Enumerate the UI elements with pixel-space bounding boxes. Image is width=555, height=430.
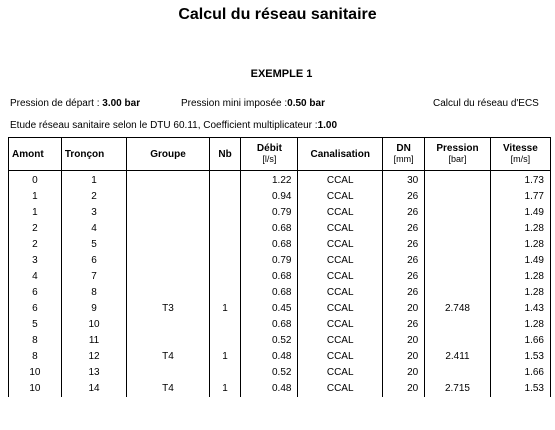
table-cell — [127, 205, 209, 221]
etude-line — [10, 120, 337, 131]
table-cell — [127, 171, 209, 190]
pression-depart-value: 3.00 bar — [102, 98, 141, 109]
table-cell: 6 — [61, 253, 127, 269]
table-cell — [127, 365, 209, 381]
table-cell — [425, 269, 491, 285]
table-cell: 1 — [9, 205, 62, 221]
table-cell — [127, 253, 209, 269]
table-cell: 2.411 — [425, 349, 491, 365]
table-cell — [127, 269, 209, 285]
table-cell: 0.94 — [241, 189, 298, 205]
column-header-d-bit — [241, 138, 298, 171]
table-cell: 1 — [209, 381, 241, 397]
page-title: Calcul du réseau sanitaire — [178, 6, 377, 23]
table-cell: 26 — [382, 269, 424, 285]
table-cell: CCAL — [298, 171, 383, 190]
table-row — [9, 333, 551, 349]
table-cell: 0.68 — [241, 237, 298, 253]
table-cell — [127, 333, 209, 349]
table-row — [9, 189, 551, 205]
table-cell: 13 — [61, 365, 127, 381]
table-cell: 1.28 — [490, 269, 550, 285]
table-cell: 30 — [382, 171, 424, 190]
table-cell: 4 — [61, 221, 127, 237]
table-cell: 1.73 — [490, 171, 550, 190]
table-cell: 1.66 — [490, 365, 550, 381]
table-cell: 2 — [9, 221, 62, 237]
column-header-label: Amont — [12, 148, 44, 160]
table-cell: 1.49 — [490, 205, 550, 221]
table-cell: 0.52 — [241, 365, 298, 381]
table-cell: CCAL — [298, 365, 383, 381]
table-cell: 5 — [61, 237, 127, 253]
table-cell: 3 — [61, 205, 127, 221]
pression-mini-value: 0.50 bar — [287, 98, 325, 109]
example-label: EXEMPLE 1 — [250, 68, 313, 80]
table-cell — [127, 237, 209, 253]
column-header-label: Débit — [256, 143, 282, 154]
table-cell: 1 — [9, 189, 62, 205]
table-cell: 1.28 — [490, 285, 550, 301]
table-row — [9, 301, 551, 317]
table-cell: 26 — [382, 317, 424, 333]
column-header-tron-on — [61, 138, 127, 171]
table-cell: T4 — [127, 349, 209, 365]
table-cell — [425, 365, 491, 381]
table-cell — [127, 317, 209, 333]
table-cell: CCAL — [298, 317, 383, 333]
table-row — [9, 221, 551, 237]
table-cell: 5 — [9, 317, 62, 333]
table-cell: CCAL — [298, 189, 383, 205]
table-cell — [127, 189, 209, 205]
table-cell: 1.66 — [490, 333, 550, 349]
table-cell — [127, 285, 209, 301]
table-cell: 1.53 — [490, 349, 550, 365]
table-cell: 0.68 — [241, 221, 298, 237]
column-header-amont — [9, 138, 62, 171]
column-header-pression — [425, 138, 491, 171]
table-cell: CCAL — [298, 285, 383, 301]
table-cell: 1.22 — [241, 171, 298, 190]
column-header-nb — [209, 138, 241, 171]
column-header-unit: [mm] — [393, 154, 414, 164]
column-header-groupe — [127, 138, 209, 171]
table-cell: 1.77 — [490, 189, 550, 205]
table-cell: CCAL — [298, 349, 383, 365]
table-cell: 1.43 — [490, 301, 550, 317]
table-cell: 1.53 — [490, 381, 550, 397]
table-cell: 12 — [61, 349, 127, 365]
table-cell — [209, 253, 241, 269]
table-cell — [209, 189, 241, 205]
results-table — [8, 137, 551, 397]
table-cell: 1 — [209, 349, 241, 365]
table-cell — [425, 317, 491, 333]
table-cell: 11 — [61, 333, 127, 349]
table-body — [9, 171, 551, 398]
table-cell: 10 — [9, 365, 62, 381]
column-header-canalisation — [298, 138, 383, 171]
table-cell — [425, 285, 491, 301]
column-header-label: Pression — [436, 143, 479, 154]
table-cell: 6 — [9, 301, 62, 317]
table-row — [9, 253, 551, 269]
table-cell: 0 — [9, 171, 62, 190]
column-header-vitesse — [490, 138, 550, 171]
coefficient-value: 1.00 — [317, 120, 338, 131]
table-cell: 20 — [382, 333, 424, 349]
table-cell: 0.68 — [241, 285, 298, 301]
column-header-label: Canalisation — [310, 148, 370, 160]
column-header-unit: [m/s] — [510, 154, 531, 164]
table-cell — [209, 285, 241, 301]
table-cell: 26 — [382, 189, 424, 205]
table-cell: 1 — [61, 171, 127, 190]
table-row — [9, 237, 551, 253]
table-cell: 0.45 — [241, 301, 298, 317]
table-cell: 20 — [382, 301, 424, 317]
table-cell — [127, 221, 209, 237]
table-cell: 1.28 — [490, 221, 550, 237]
table-cell — [209, 333, 241, 349]
table-cell: 1 — [209, 301, 241, 317]
table-cell: 1.49 — [490, 253, 550, 269]
pression-depart — [10, 98, 140, 109]
table-cell: 1.28 — [490, 237, 550, 253]
table-cell — [425, 205, 491, 221]
table-cell: 3 — [9, 253, 62, 269]
table-cell: CCAL — [298, 381, 383, 397]
table-row — [9, 285, 551, 301]
table-cell: T4 — [127, 381, 209, 397]
table-cell — [425, 333, 491, 349]
table-cell: 10 — [61, 317, 127, 333]
table-row — [9, 365, 551, 381]
table-cell — [209, 269, 241, 285]
table-cell: 6 — [9, 285, 62, 301]
table-row — [9, 381, 551, 397]
pression-mini — [181, 98, 325, 109]
table-cell: 0.68 — [241, 269, 298, 285]
table-cell: CCAL — [298, 269, 383, 285]
column-header-label: Tronçon — [64, 148, 105, 160]
table-cell: T3 — [127, 301, 209, 317]
table-row — [9, 205, 551, 221]
table-cell — [425, 221, 491, 237]
table-row — [9, 349, 551, 365]
table-cell — [209, 221, 241, 237]
table-cell: CCAL — [298, 301, 383, 317]
table-cell — [209, 205, 241, 221]
table-cell: 1.28 — [490, 317, 550, 333]
table-cell: CCAL — [298, 253, 383, 269]
table-cell: 2.715 — [425, 381, 491, 397]
column-header-label: Nb — [218, 148, 232, 160]
table-cell: 0.79 — [241, 205, 298, 221]
table-cell: CCAL — [298, 237, 383, 253]
table-cell: 2 — [61, 189, 127, 205]
table-cell — [209, 171, 241, 190]
table-cell — [425, 237, 491, 253]
table-header-row — [9, 138, 551, 171]
table-cell: CCAL — [298, 205, 383, 221]
table-cell: 8 — [9, 333, 62, 349]
table-cell — [425, 189, 491, 205]
table-cell — [425, 253, 491, 269]
table-cell — [425, 171, 491, 190]
pression-mini-label: Pression mini imposée : — [181, 98, 288, 109]
column-header-unit: [l/s] — [262, 154, 277, 164]
table-cell: 8 — [9, 349, 62, 365]
table-cell: 2.748 — [425, 301, 491, 317]
table-cell: 26 — [382, 205, 424, 221]
table-cell: 26 — [382, 221, 424, 237]
table-row — [9, 171, 551, 190]
column-header-dn — [382, 138, 424, 171]
table-row — [9, 269, 551, 285]
table-cell: 0.68 — [241, 317, 298, 333]
table-cell: CCAL — [298, 333, 383, 349]
table-cell: 0.52 — [241, 333, 298, 349]
table-cell: 0.48 — [241, 349, 298, 365]
table-cell: 7 — [61, 269, 127, 285]
column-header-label: Groupe — [150, 148, 186, 160]
column-header-label: DN — [396, 143, 411, 154]
table-cell: 20 — [382, 381, 424, 397]
table-cell — [209, 237, 241, 253]
table-cell: 0.48 — [241, 381, 298, 397]
column-header-label: Vitesse — [502, 143, 538, 154]
table-cell: 20 — [382, 365, 424, 381]
table-cell: 0.79 — [241, 253, 298, 269]
table-cell — [209, 317, 241, 333]
table-cell: 20 — [382, 349, 424, 365]
column-header-unit: [bar] — [448, 154, 467, 164]
table-cell: 8 — [61, 285, 127, 301]
table-row — [9, 317, 551, 333]
reseau-type: Calcul du réseau d'ECS — [433, 98, 539, 109]
table-cell: 26 — [382, 237, 424, 253]
table-cell — [209, 365, 241, 381]
table-cell: 9 — [61, 301, 127, 317]
table-cell: 2 — [9, 237, 62, 253]
etude-label: Etude réseau sanitaire selon le DTU 60.11, Coefficient multiplicateur : — [10, 120, 318, 131]
table-cell: CCAL — [298, 221, 383, 237]
table-cell: 26 — [382, 285, 424, 301]
table-cell: 14 — [61, 381, 127, 397]
pression-depart-label: Pression de départ : — [10, 98, 100, 109]
table-cell: 10 — [9, 381, 62, 397]
table-cell: 4 — [9, 269, 62, 285]
table-cell: 26 — [382, 253, 424, 269]
